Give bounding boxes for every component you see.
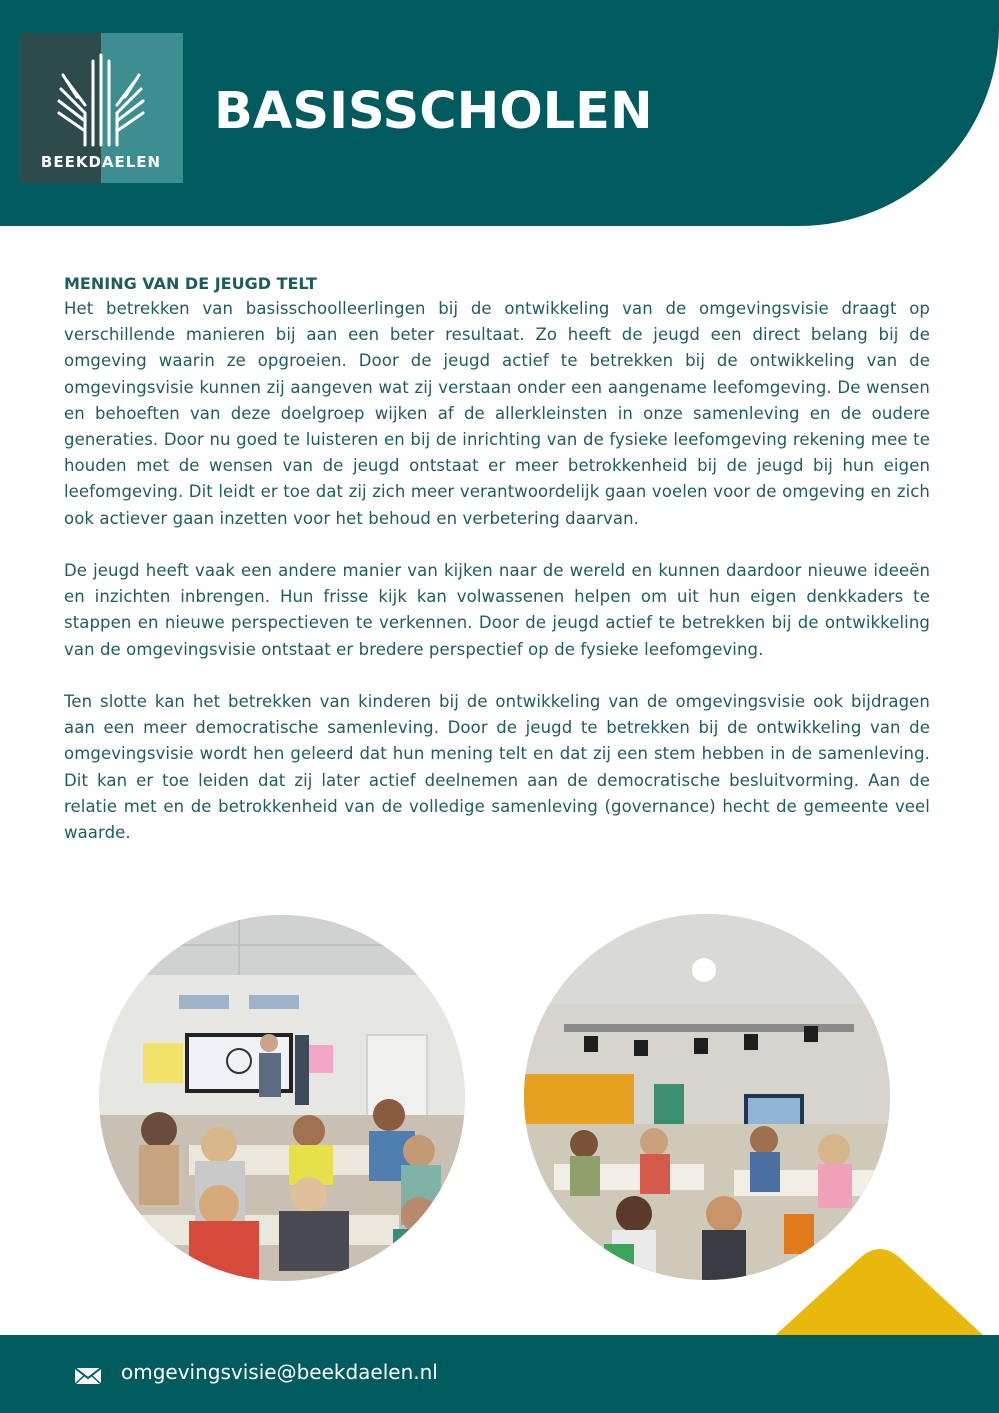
- section-heading: MENING VAN DE JEUGD TELT: [64, 274, 317, 293]
- school-hall-photo: [524, 914, 890, 1280]
- page-title: BASISSCHOLEN: [214, 82, 653, 141]
- tree-logo-icon: [55, 51, 147, 149]
- paragraph-2: De jeugd heeft vaak een andere manier van kijken naar de wereld en kunnen daardoor nieuwe ideeën en inzichten inbrengen. Hun frisse kijk kan volwassenen helpen om uit hun eigen denkkaders te stappen en nieuwe perspectieven te verkennen. Door de jeugd actief te betrekken bij de ontwikkeling van de omgevingsvisie ontstaat er bredere perspectief op de fysieke leefomgeving.: [64, 561, 930, 659]
- paragraph-1: Het betrekken van basisschoolleerlingen bij de ontwikkeling van de omgevingsvisie draagt op verschillende manieren bij aan een beter resultaat. Zo heeft de jeugd een direct belang bij de omgeving waarin ze opgroeien. Door de jeugd actief te betrekken bij de ontwikkeling van de omgevingsvisie kunnen zij aangeven wat zij verstaan onder een aangename leefomgeving. De wensen en behoeften van deze doelgroep wijken af de allerkleinsten in onze samenleving en de oudere generaties. Door nu goed te luisteren en bij de inrichting van de fysieke leefomgeving rekening mee te houden met de wensen van de jeugd ontstaat er meer betrokkenheid bij de jeugd bij hun eigen leefomgeving. Dit leidt er toe dat zij zich meer verantwoordelijk gaan voelen voor de omgeving en zich ook actiever gaan inzetten voor het behoud en verbetering daarvan.: [64, 299, 930, 528]
- logo-text: BEEKDAELEN: [40, 153, 162, 171]
- article-body: [64, 272, 930, 872]
- contact-email-link[interactable]: omgevingsvisie@beekdaelen.nl: [121, 1360, 438, 1384]
- header-banner: [0, 0, 999, 226]
- paragraph-3: Ten slotte kan het betrekken van kinderen bij de ontwikkeling van de omgevingsvisie ook bijdragen aan een meer democratische samenleving. Door de jeugd te betrekken bij de ontwikkeling van de omgevingsvisie wordt hen geleerd dat hun mening telt en dat zij een stem hebben in de samenleving. Dit kan er toe leiden dat zij later actief deelnemen aan de democratische besluitvorming. Aan de relatie met en de betrokkenheid van de volledige samenleving (governance) hecht de gemeente veel waarde.: [64, 692, 930, 843]
- classroom-photo: [99, 915, 465, 1281]
- envelope-icon: [74, 1367, 102, 1385]
- beekdaelen-logo: [19, 33, 183, 183]
